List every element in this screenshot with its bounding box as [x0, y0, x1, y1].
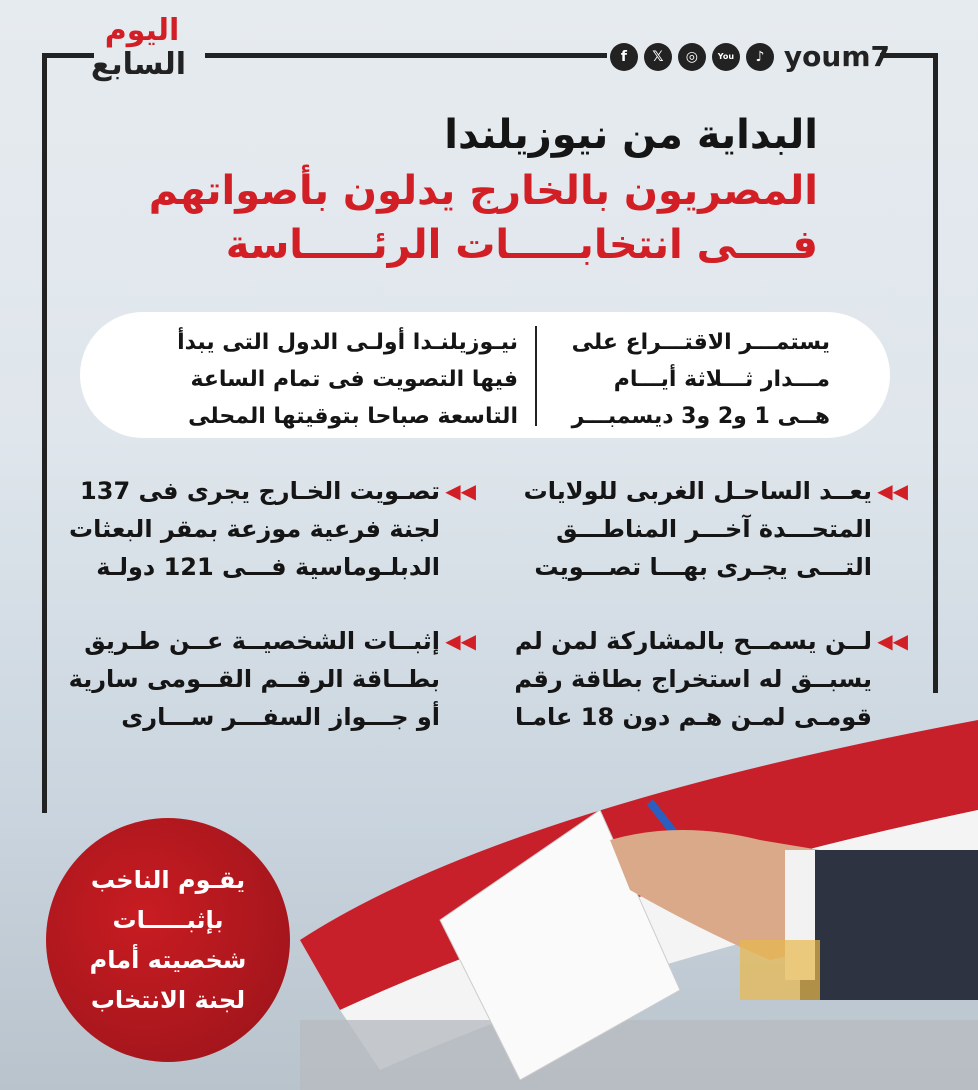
pill-line: فيها التصويت فى تمام الساعة: [190, 367, 518, 392]
bullet-line: التـــى يجـرى بهـــا تصـــويت: [534, 553, 872, 581]
bullet-item: [60, 472, 476, 586]
tiktok-icon[interactable]: ♪: [746, 43, 774, 71]
pill-line: نيـوزيلنـدا أولـى الدول التى يبدأ: [177, 330, 518, 355]
bullet-line: يسبــق له استخراج بطاقة رقم: [514, 665, 872, 693]
bullet-line: تصـويت الخـارج يجرى فى 137: [80, 477, 440, 505]
pill-left-text: [177, 324, 518, 435]
logo-line1: اليوم: [104, 13, 180, 48]
info-pill: [80, 312, 890, 438]
youtube-icon[interactable]: You: [712, 43, 740, 71]
pill-right-text: [572, 324, 830, 435]
double-arrow-icon: ◀◀: [445, 629, 476, 653]
bullet-line: بطــاقة الرقــم القــومى سارية: [68, 665, 440, 693]
voter-note-circle: [46, 818, 290, 1062]
paper-stack: [740, 940, 820, 1000]
bullet-line: يعــد الساحـل الغربى للولايات: [523, 477, 872, 505]
bullet-line: الدبلـوماسية فـــى 121 دولـة: [96, 553, 440, 581]
bullet-line: أو جـــواز السفـــر ســـارى: [121, 703, 440, 731]
frame-top-left: [42, 53, 94, 58]
pill-line: هــى 1 و2 و3 ديسمبـــر: [571, 404, 830, 429]
pill-line: التاسعة صباحا بتوقيتها المحلى: [188, 404, 518, 429]
circle-line: لجنة الانتخاب: [90, 986, 246, 1014]
ballot-box: [300, 1020, 978, 1090]
frame-left: [42, 53, 47, 813]
frame-right: [933, 53, 938, 693]
circle-line: شخصيته أمام: [89, 946, 247, 974]
bullet-line: لجنة فرعية موزعة بمقر البعثات: [69, 515, 440, 543]
headline-line3: فــــى انتخابـــــات الرئـــــاسة: [225, 222, 818, 268]
brand-name: youm7: [783, 40, 890, 73]
social-bar: [610, 40, 890, 73]
ballot-photo: [300, 690, 978, 1090]
frame-top-middle: [205, 53, 607, 58]
facebook-icon[interactable]: f: [610, 43, 638, 71]
double-arrow-icon: ◀◀: [877, 629, 908, 653]
pill-divider: [535, 326, 537, 426]
circle-line: يقـوم الناخب: [90, 866, 246, 894]
headline-line1: البداية من نيوزيلندا: [444, 112, 818, 158]
instagram-icon[interactable]: ◎: [678, 43, 706, 71]
suit-sleeve: [800, 850, 978, 1000]
circle-line: بإثبـــــات: [112, 906, 224, 934]
bullet-item: [492, 472, 908, 586]
youm7-logo: [90, 13, 186, 82]
x-icon[interactable]: 𝕏: [644, 43, 672, 71]
headline-line2: المصريون بالخارج يدلون بأصواتهم: [148, 168, 818, 214]
bullet-line: إثبــات الشخصيــة عــن طـريق: [84, 627, 440, 655]
bullet-line: لــن يسمــح بالمشاركة لمن لم: [514, 627, 872, 655]
logo-line2: السابع: [90, 47, 186, 82]
pill-line: يستمـــر الاقتـــراع على: [571, 330, 830, 355]
bullet-line: قومـى لمـن هـم دون 18 عامـا: [514, 703, 872, 731]
double-arrow-icon: ◀◀: [877, 479, 908, 503]
bullet-line: المتحـــدة آخـــر المناطـــق: [556, 515, 872, 543]
double-arrow-icon: ◀◀: [445, 479, 476, 503]
pill-line: مـــدار ثـــلاثة أيـــام: [613, 367, 830, 392]
